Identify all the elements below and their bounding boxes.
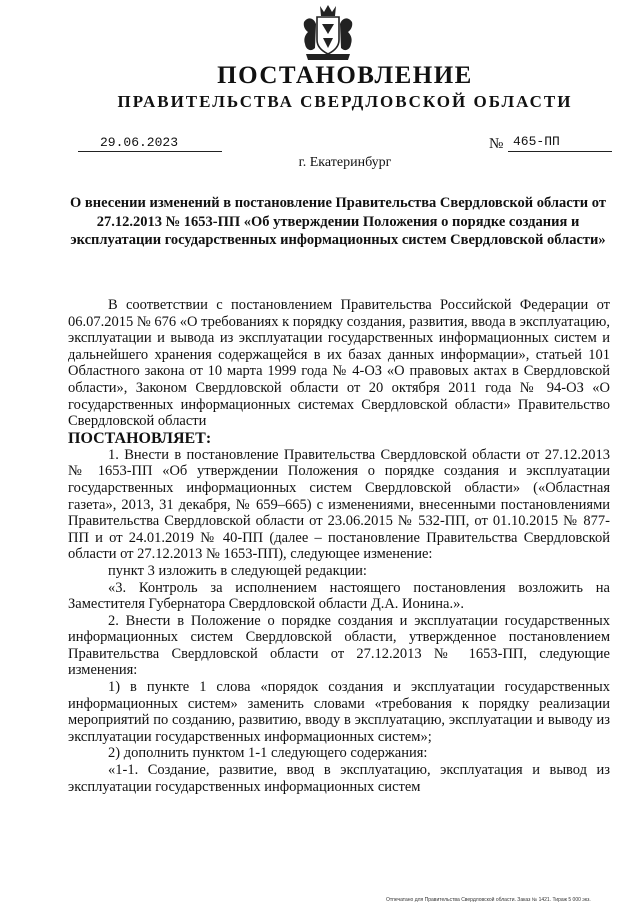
document-title: ПОСТАНОВЛЕНИЕ	[217, 62, 473, 89]
body-paragraph: 2. Внести в Положение о порядке создания и эксплуатации государственных информационных систем Свердловской области, утвержденное постановлением Правительства Свердловской области от 27.12.2013 № 1653-ПП, следующие изменения:	[68, 612, 610, 679]
body-paragraph: 2) дополнить пунктом 1-1 следующего содержания:	[108, 745, 428, 762]
number-sign: №	[489, 136, 504, 152]
document-issuer: ПРАВИТЕЛЬСТВА СВЕРДЛОВСКОЙ ОБЛАСТИ	[117, 92, 573, 111]
document-body	[68, 297, 610, 795]
document-subject: О внесении изменений в постановление Правительства Свердловской области от 27.12.2013 № 1653-ПП «Об утверждении Положения о порядке создания и эксплуатации государственных информационных систем Свердловской области»	[70, 195, 606, 248]
body-paragraph: 1. Внести в постановление Правительства Свердловской области от 27.12.2013 № 1653-ПП «Об утверждении Положения о порядке создания и эксплуатации государственных информационных систем Свердловской области» («Областная газета», 2013, 31 декабря, № 659–665) с изменениями, внесенными постановлениями Правительства Свердловской области от 23.06.2015 № 532-ПП, от 01.10.2015 № 877-ПП и от 24.01.2019 № 40-ПП (далее – постановление Правительства Свердловской области от 27.12.2013 № 1653-ПП), следующее изменение:	[68, 446, 610, 563]
city-label: г. Екатеринбург	[298, 155, 392, 170]
body-paragraph: пункт 3 изложить в следующей редакции:	[108, 562, 367, 579]
preamble-paragraph: В соответствии с постановлением Правительства Российской Федерации от 06.07.2015 № 676 «О требованиях к порядку создания, развития, ввода в эксплуатацию, эксплуатации и вывода из эксплуатации государственных информационных систем и дальнейшего хранения содержащейся в их базах данных информации», статьей 101 Областного закона от 10 марта 1999 года № 4-ОЗ «О правовых актах в Свердловской области», Законом Свердловской области от 20 октября 2011 года № 94-ОЗ «О государственных информационных системах Свердловской области» Правительство Свердловской области	[68, 297, 610, 430]
number-underline	[508, 151, 612, 152]
coat-of-arms-icon	[302, 4, 354, 62]
date-underline	[78, 151, 222, 152]
document-date: 29.06.2023	[100, 135, 179, 150]
print-footer: Отпечатано для Правительства Свердловской области. Заказ № 1421. Тираж 5 000 экз.	[386, 897, 591, 903]
resolves-heading: ПОСТАНОВЛЯЕТ:	[68, 429, 212, 447]
body-paragraph: «3. Контроль за исполнением настоящего постановления возложить на Заместителя Губернатора Свердловской области Д.А. Ионина.».	[68, 579, 610, 613]
body-paragraph: 1) в пункте 1 слова «порядок создания и эксплуатации государственных информационных систем» заменить словами «требования к порядку реализации мероприятий по созданию, развитию, вводу в эксплуатацию, эксплуатации и выводу из эксплуатации государственных информационных систем»;	[68, 679, 610, 745]
body-paragraph: «1-1. Создание, развитие, ввод в эксплуатацию, эксплуатация и вывод из эксплуатации государственных информационных систем	[68, 762, 610, 795]
document-number: 465-ПП	[513, 134, 560, 149]
